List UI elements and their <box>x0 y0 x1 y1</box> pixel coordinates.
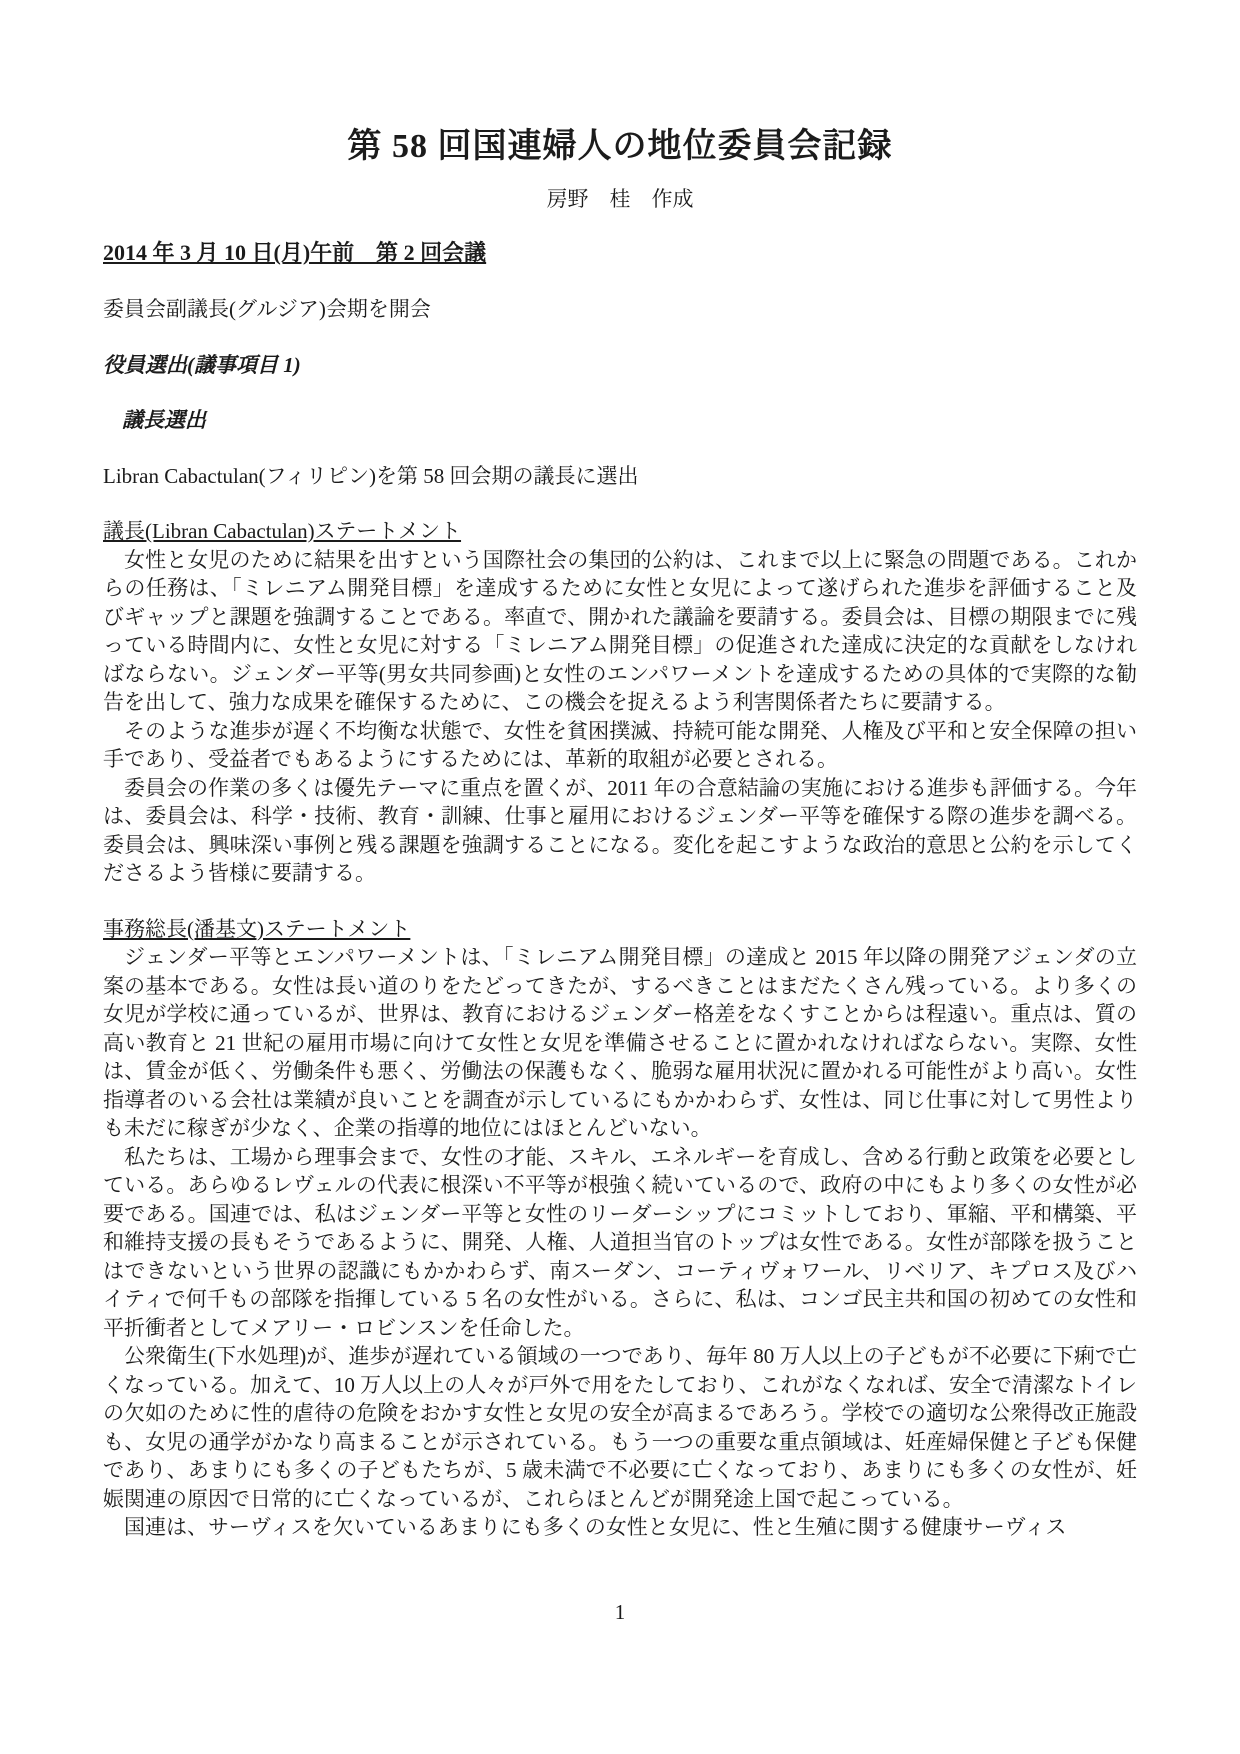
chair-election-subheading: 議長選出 <box>122 408 206 432</box>
chair-statement-section <box>103 517 1137 888</box>
secretary-general-statement-section <box>103 915 1137 1542</box>
page-number: 1 <box>614 1600 626 1624</box>
agenda-item-heading: 役員選出(議事項目 1) <box>103 352 301 377</box>
secretary-general-statement-body <box>103 943 1137 1542</box>
sg-statement-paragraph: ジェンダー平等とエンパワーメントは、「ミレニアム開発目標」の達成と 2015 年以降の開発アジェンダの立案の基本である。女性は長い道のりをたどってきたが、するべきことはまだたくさん残っている。より多くの女児が学校に通っているが、世界は、教育におけるジェンダー格差をなくすことからは程遠い。重点は、質の高い教育と 21 世紀の雇用市場に向けて女性と女児を準備させることに置かれなければならない。実際、女性は、賃金が低く、労働条件も悪く、労働法の保護もなく、脆弱な雇用状況に置かれる可能性がより高い。女性指導者のいる会社は業績が良いことを調査が示しているにもかかわらず、女性は、同じ仕事に対して男性よりも未だに稼ぎが少なく、企業の指導的地位にはほとんどいない。 <box>103 945 1137 1140</box>
session-date-heading: 2014 年 3 月 10 日(月)午前 第 2 回会議 <box>103 240 487 265</box>
secretary-general-statement-heading: 事務総長(潘基文)ステートメント <box>103 916 411 941</box>
chair-statement-heading: 議長(Libran Cabactulan)ステートメント <box>103 519 462 543</box>
session-opening-line: 委員会副議長(グルジア)会期を開会 <box>103 297 431 321</box>
sg-statement-paragraph: 公衆衛生(下水処理)が、進歩が遅れている領域の一つであり、毎年 80 万人以上の子どもが不必要に下痢で亡くなっている。加えて、10 万人以上の人々が戸外で用をたしており、これがなくなれば、安全で清潔なトイレの欠如のために性的虐待の危険をおかす女性と女児の安全が高まるであろう。学校での適切な公衆得改正施設も、女児の通学がかなり高まることが示されている。もう一つの重要な重点領域は、妊産婦保健と子ども保健であり、あまりにも多くの子どもたちが、5 歳未満で不必要に亡くなっており、あまりにも多くの女性が、妊娠関連の原因で日常的に亡くなっているが、これらほとんどが開発途上国で起こっている。 <box>103 1344 1137 1511</box>
chair-statement-body <box>103 546 1137 888</box>
chair-statement-paragraph: そのような進歩が遅く不均衡な状態で、女性を貧困撲滅、持続可能な開発、人権及び平和と安全保障の担い手であり、受益者でもあるようにするためには、革新的取組が必要とされる。 <box>103 718 1137 771</box>
sg-statement-paragraph: 私たちは、工場から理事会まで、女性の才能、スキル、エネルギーを育成し、含める行動と政策を必要としている。あらゆるレヴェルの代表に根深い不平等が根強く続いているので、政府の中にもより多くの女性が必要である。国連では、私はジェンダー平等と女性のリーダーシップにコミットしており、軍縮、平和構築、平和維持支援の長もそうであるように、開発、人権、人道担当官のトップは女性である。女性が部隊を扱うことはできないという世界の認識にもかかわらず、南スーダン、コーティヴォワール、リベリア、キプロス及びハイティで何千もの部隊を指揮している 5 名の女性がいる。さらに、私は、コンゴ民主共和国の初めての女性和平折衝者としてメアリー・ロビンスンを任命した。 <box>103 1144 1137 1340</box>
author-byline: 房野 桂 作成 <box>546 187 694 211</box>
sg-statement-paragraph: 国連は、サーヴィスを欠いているあまりにも多くの女性と女児に、性と生殖に関する健康サーヴィス <box>124 1515 1067 1539</box>
document-title: 第 58 回国連婦人の地位委員会記録 <box>347 128 893 165</box>
chair-election-result-line: Libran Cabactulan(フィリピン)を第 58 回会期の議長に選出 <box>103 463 639 488</box>
chair-statement-paragraph: 委員会の作業の多くは優先テーマに重点を置くが、2011 年の合意結論の実施における進歩も評価する。今年は、委員会は、科学・技術、教育・訓練、仕事と雇用におけるジェンダー平等を確保する際の進歩を調べる。委員会は、興味深い事例と残る課題を強調することになる。変化を起こすような政治的意思と公約を示してくださるよう皆様に要請する。 <box>103 775 1137 885</box>
chair-statement-paragraph: 女性と女児のために結果を出すという国際社会の集団的公約は、これまで以上に緊急の問題である。これからの任務は、「ミレニアム開発目標」を達成するために女性と女児によって遂げられた進歩を評価すること及びギャップと課題を強調することである。率直で、開かれた議論を要請する。委員会は、目標の期限までに残っている時間内に、女性と女児に対する「ミレニアム開発目標」の促進された達成に決定的な貢献をしなければならない。ジェンダー平等(男女共同参画)と女性のエンパワーメントを達成するための具体的で実際的な勧告を出して、強力な成果を確保するために、この機会を捉えるよう利害関係者たちに要請する。 <box>103 547 1137 714</box>
